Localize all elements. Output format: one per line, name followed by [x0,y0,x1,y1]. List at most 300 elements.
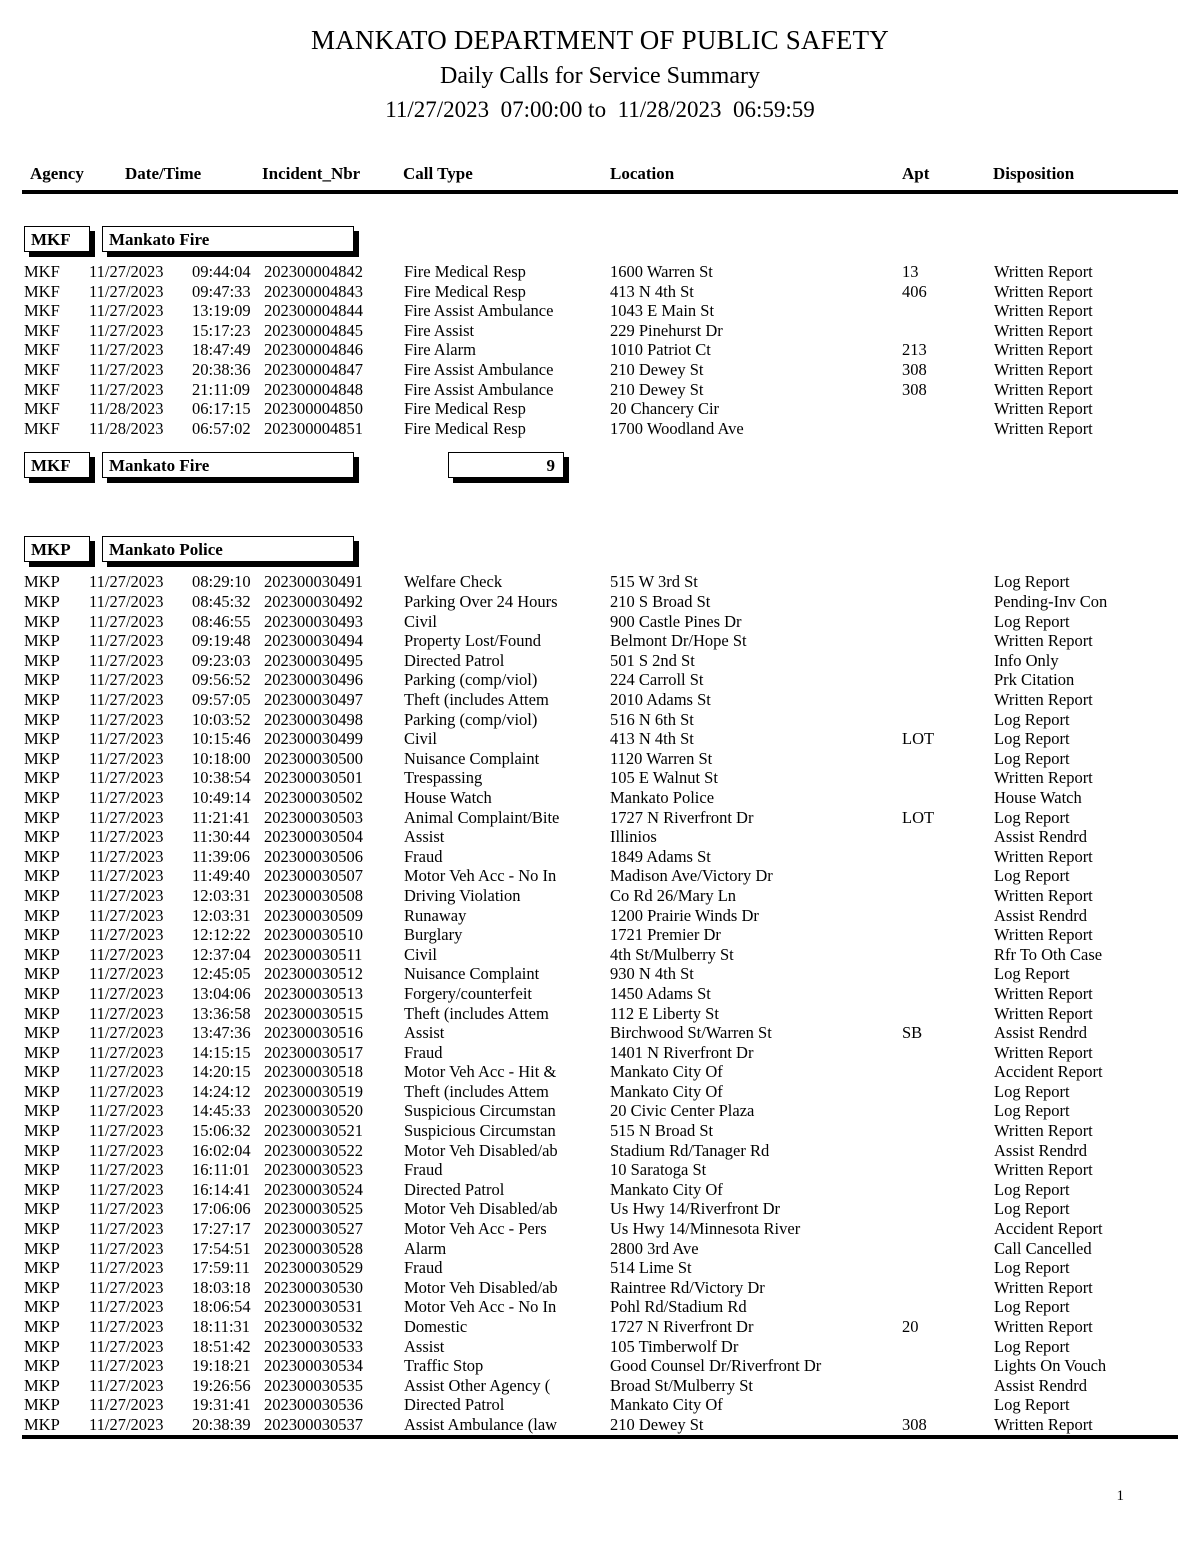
cell-date: 11/27/2023 [89,807,164,827]
cell-location: 1727 N Riverfront Dr [610,1317,754,1336]
cell-time: 06:17:15 [192,399,251,419]
cell-location: 515 W 3rd St [610,572,698,592]
cell-incident-nbr: 202300030513 [264,983,363,1003]
table-row [24,906,1200,926]
cell-location: 1043 E Main St [610,301,715,321]
cell-incident-nbr: 202300030509 [264,905,363,925]
table-row [24,984,1200,1004]
table-row [24,1317,1200,1337]
cell-agency: MKP [24,650,60,670]
cell-location: 516 N 6th St [610,709,694,729]
cell-disposition: Log Report [994,611,1070,631]
cell-time: 11:21:41 [192,807,251,827]
cell-disposition: Assist Rendrd [994,1023,1088,1043]
cell-agency: MKP [24,1023,60,1043]
cell-time: 10:18:00 [192,748,251,768]
cell-disposition: Log Report [994,1081,1070,1101]
cell-location: 210 Dewey St [610,379,704,399]
cell-call-type: Fraud [404,1160,443,1180]
agency-name-box: Mankato Police [102,536,354,562]
cell-location: 1450 Adams St [610,983,711,1003]
cell-incident-nbr: 202300004845 [264,320,363,340]
cell-agency: MKF [24,418,60,438]
cell-agency: MKP [24,827,60,847]
cell-agency: MKF [24,340,60,360]
cell-call-type: Fraud [404,1258,443,1278]
cell-date: 11/27/2023 [89,944,164,964]
cell-call-type: Domestic [404,1317,468,1336]
cell-time: 14:15:15 [192,1042,251,1062]
cell-time: 17:06:06 [192,1199,251,1219]
cell-time: 17:27:17 [192,1219,251,1239]
cell-disposition: Written Report [994,379,1093,399]
table-row [24,1043,1200,1063]
cell-agency: MKP [24,572,60,592]
cell-incident-nbr: 202300030530 [264,1277,363,1297]
table-row [24,592,1200,612]
cell-location: 2800 3rd Ave [610,1238,699,1258]
cell-incident-nbr: 202300004842 [264,262,363,282]
cell-incident-nbr: 202300030537 [264,1414,363,1434]
call-rows-mkp [24,572,1200,1434]
cell-disposition: Written Report [994,885,1093,905]
cell-disposition: House Watch [994,787,1082,807]
cell-location: 210 Dewey St [610,1414,704,1434]
cell-agency: MKP [24,768,60,788]
cell-time: 12:03:31 [192,905,251,925]
table-row [24,1160,1200,1180]
cell-agency: MKP [24,690,60,709]
cell-disposition: Accident Report [994,1219,1103,1239]
table-row [24,1415,1200,1435]
cell-agency: MKP [24,1081,60,1101]
cell-disposition: Written Report [994,1414,1093,1434]
cell-time: 06:57:02 [192,418,251,438]
cell-call-type: Fire Assist Ambulance [404,360,554,380]
cell-incident-nbr: 202300004848 [264,379,363,399]
cell-location: 105 E Walnut St [610,768,718,788]
cell-time: 19:31:41 [192,1395,251,1415]
report-subtitle: Daily Calls for Service Summary [440,62,760,89]
cell-time: 11:30:44 [192,827,251,847]
cell-incident-nbr: 202300030503 [264,807,363,827]
cell-agency: MKP [24,1062,60,1082]
cell-agency: MKP [24,944,60,964]
cell-agency: MKP [24,1003,60,1023]
cell-incident-nbr: 202300004851 [264,418,363,438]
cell-date: 11/27/2023 [89,281,164,301]
cell-location: 105 Timberwolf Dr [610,1336,739,1356]
cell-date: 11/27/2023 [89,1121,164,1141]
column-header-incident-nbr: Incident_Nbr [262,164,361,184]
cell-agency: MKP [24,1219,60,1239]
cell-call-type: Assist [404,1023,445,1043]
table-row [24,945,1200,965]
cell-apt: 406 [902,281,927,301]
table-row [24,651,1200,671]
cell-date: 11/27/2023 [89,631,164,651]
cell-time: 18:47:49 [192,340,251,360]
cell-location: Mankato City Of [610,1081,723,1101]
cell-location: Birchwood St/Warren St [610,1023,772,1043]
table-row [24,419,1200,439]
cell-disposition: Lights On Vouch [994,1356,1107,1376]
cell-disposition: Written Report [994,1003,1093,1023]
cell-incident-nbr: 202300004843 [264,281,363,301]
cell-date: 11/27/2023 [89,1042,164,1062]
cell-call-type: Civil [404,944,438,964]
cell-incident-nbr: 202300030536 [264,1395,363,1415]
cell-location: Good Counsel Dr/Riverfront Dr [610,1356,822,1376]
cell-date: 11/27/2023 [89,1081,164,1101]
table-row [24,1141,1200,1161]
cell-call-type: Burglary [404,925,463,945]
cell-time: 13:47:36 [192,1023,251,1043]
cell-date: 11/27/2023 [89,611,164,631]
table-row [24,788,1200,808]
cell-apt: SB [902,1023,923,1043]
cell-location: 413 N 4th St [610,729,694,749]
cell-incident-nbr: 202300030498 [264,709,363,729]
cell-date: 11/27/2023 [89,1179,164,1199]
cell-agency: MKP [24,1121,60,1141]
cell-date: 11/27/2023 [89,1140,164,1160]
cell-date: 11/27/2023 [89,1336,164,1356]
cell-incident-nbr: 202300030525 [264,1199,363,1219]
cell-location: 210 Dewey St [610,360,704,380]
cell-call-type: Assist Ambulance (law [404,1414,558,1434]
cell-agency: MKP [24,1375,60,1395]
cell-date: 11/27/2023 [89,320,164,340]
cell-call-type: Directed Patrol [404,650,505,670]
cell-incident-nbr: 202300030515 [264,1003,363,1023]
column-header-disposition: Disposition [993,164,1075,184]
table-row [24,827,1200,847]
cell-location: 1010 Patriot Ct [610,340,711,360]
cell-location: 515 N Broad St [610,1121,714,1141]
cell-call-type: Motor Veh Acc - No In [404,1297,557,1317]
cell-date: 11/27/2023 [89,1219,164,1239]
cell-date: 11/27/2023 [89,1395,164,1415]
cell-time: 18:51:42 [192,1336,251,1356]
cell-agency: MKP [24,709,60,729]
cell-agency: MKP [24,1238,60,1258]
table-row [24,690,1200,710]
cell-call-type: Fire Medical Resp [404,418,526,438]
table-row [24,1023,1200,1043]
report-date-range: 11/27/2023 07:00:00 to 11/28/2023 06:59:59 [385,96,815,122]
cell-disposition: Log Report [994,709,1070,729]
cell-location: 2010 Adams St [610,690,711,709]
cell-agency: MKP [24,925,60,945]
table-row [24,710,1200,730]
cell-call-type: Motor Veh Disabled/ab [404,1277,558,1297]
cell-time: 14:20:15 [192,1062,251,1082]
cell-incident-nbr: 202300030523 [264,1160,363,1180]
cell-date: 11/27/2023 [89,340,164,360]
cell-agency: MKP [24,1414,60,1434]
cell-disposition: Assist Rendrd [994,827,1088,847]
column-header-call-type: Call Type [403,164,473,184]
cell-call-type: Assist [404,827,445,847]
cell-disposition: Log Report [994,866,1070,886]
agency-code-box: MKF [24,226,90,252]
cell-date: 11/27/2023 [89,572,164,592]
cell-apt: 213 [902,340,927,360]
cell-call-type: Driving Violation [404,885,521,905]
cell-time: 20:38:39 [192,1414,251,1434]
cell-time: 09:44:04 [192,262,251,282]
cell-time: 14:45:33 [192,1101,251,1121]
report-sheet [0,156,1200,1438]
table-row [24,1239,1200,1259]
cell-call-type: Nuisance Complaint [404,748,540,768]
table-row [24,866,1200,886]
cell-call-type: Motor Veh Acc - Hit & [404,1062,557,1082]
cell-disposition: Log Report [994,748,1070,768]
agency-group-band-mkp-open [24,536,1200,570]
cell-disposition: Log Report [994,1199,1070,1219]
cell-location: 1120 Warren St [610,748,713,768]
cell-agency: MKP [24,1101,60,1121]
cell-incident-nbr: 202300030510 [264,925,363,945]
table-row [24,749,1200,769]
group-spacer [0,194,1200,226]
cell-disposition: Log Report [994,1297,1070,1317]
cell-location: 210 S Broad St [610,592,711,612]
cell-incident-nbr: 202300030535 [264,1375,363,1395]
cell-call-type: Civil [404,729,438,749]
cell-time: 16:02:04 [192,1140,251,1160]
cell-date: 11/27/2023 [89,1062,164,1082]
cell-date: 11/27/2023 [89,964,164,984]
cell-location: Illinios [610,827,657,847]
cell-disposition: Assist Rendrd [994,905,1088,925]
cell-agency: MKP [24,1179,60,1199]
cell-location: 900 Castle Pines Dr [610,611,742,631]
cell-agency: MKP [24,592,60,612]
cell-time: 19:26:56 [192,1375,251,1395]
cell-apt: 308 [902,1414,927,1434]
cell-agency: MKP [24,983,60,1003]
cell-incident-nbr: 202300030529 [264,1258,363,1278]
cell-incident-nbr: 202300030531 [264,1297,363,1317]
cell-agency: MKP [24,1258,60,1278]
cell-time: 21:11:09 [192,379,251,399]
cell-date: 11/27/2023 [89,1238,164,1258]
cell-incident-nbr: 202300030516 [264,1023,363,1043]
cell-agency: MKP [24,1277,60,1297]
cell-date: 11/27/2023 [89,1160,164,1180]
cell-incident-nbr: 202300030499 [264,729,363,749]
cell-incident-nbr: 202300030494 [264,631,363,651]
cell-disposition: Written Report [994,768,1093,788]
cell-agency: MKP [24,1160,60,1180]
cell-time: 19:18:21 [192,1356,251,1376]
cell-disposition: Written Report [994,1042,1093,1062]
column-header-location: Location [610,164,675,184]
table-row [24,1199,1200,1219]
cell-incident-nbr: 202300030511 [264,944,363,964]
cell-time: 18:11:31 [192,1317,251,1336]
table-row [24,1297,1200,1317]
cell-incident-nbr: 202300030507 [264,866,363,886]
cell-disposition: Written Report [994,1277,1093,1297]
cell-call-type: Parking (comp/viol) [404,709,538,729]
cell-call-type: Fire Assist Ambulance [404,301,554,321]
cell-location: Pohl Rd/Stadium Rd [610,1297,747,1317]
cell-date: 11/27/2023 [89,925,164,945]
cell-agency: MKP [24,1297,60,1317]
cell-call-type: Assist [404,1336,445,1356]
cell-incident-nbr: 202300030518 [264,1062,363,1082]
cell-location: Belmont Dr/Hope St [610,631,747,651]
cell-date: 11/27/2023 [89,729,164,749]
cell-incident-nbr: 202300030524 [264,1179,363,1199]
cell-disposition: Written Report [994,1317,1093,1336]
table-row [24,1180,1200,1200]
table-row [24,1082,1200,1102]
group-spacer [0,486,1200,536]
cell-time: 13:04:06 [192,983,251,1003]
cell-incident-nbr: 202300030502 [264,787,363,807]
table-row [24,1062,1200,1082]
cell-disposition: Written Report [994,925,1093,945]
cell-call-type: Runaway [404,905,467,925]
cell-call-type: Suspicious Circumstan [404,1121,556,1141]
table-row [24,1258,1200,1278]
table-row [24,1219,1200,1239]
cell-call-type: Fraud [404,846,443,866]
cell-time: 11:49:40 [192,866,251,886]
table-row [24,262,1200,282]
cell-location: 1727 N Riverfront Dr [610,807,754,827]
group-total-spacer [0,438,1200,452]
cell-disposition: Written Report [994,418,1093,438]
cell-apt: 20 [902,1317,919,1336]
cell-call-type: Fire Assist [404,320,475,340]
cell-call-type: Assist Other Agency ( [404,1375,551,1395]
cell-date: 11/27/2023 [89,748,164,768]
cell-location: Madison Ave/Victory Dr [610,866,773,886]
cell-call-type: Motor Veh Acc - No In [404,866,557,886]
agency-group-band-mkf-open [24,226,1200,260]
cell-agency: MKP [24,670,60,690]
cell-time: 20:38:36 [192,360,251,380]
cell-call-type: Theft (includes Attem [404,1081,549,1101]
cell-date: 11/27/2023 [89,301,164,321]
cell-time: 10:15:46 [192,729,251,749]
cell-call-type: Motor Veh Acc - Pers [404,1219,547,1239]
cell-date: 11/27/2023 [89,905,164,925]
cell-time: 09:23:03 [192,650,251,670]
cell-agency: MKF [24,399,60,419]
agency-groups [0,194,1200,1434]
cell-disposition: Written Report [994,399,1093,419]
cell-incident-nbr: 202300030532 [264,1317,363,1336]
cell-agency: MKF [24,281,60,301]
cell-disposition: Assist Rendrd [994,1375,1088,1395]
table-row [24,282,1200,302]
cell-apt: LOT [902,807,935,827]
cell-incident-nbr: 202300030508 [264,885,363,905]
cell-agency: MKP [24,964,60,984]
cell-date: 11/27/2023 [89,827,164,847]
cell-location: 1401 N Riverfront Dr [610,1042,754,1062]
cell-date: 11/27/2023 [89,1258,164,1278]
table-row [24,1376,1200,1396]
cell-time: 16:14:41 [192,1179,251,1199]
cell-incident-nbr: 202300030521 [264,1121,363,1141]
cell-agency: MKP [24,1356,60,1376]
cell-date: 11/27/2023 [89,650,164,670]
cell-agency: MKP [24,807,60,827]
report-title-block [0,0,1200,124]
cell-date: 11/27/2023 [89,768,164,788]
cell-incident-nbr: 202300030493 [264,611,363,631]
table-column-headers [0,156,1200,186]
agency-code-box: MKP [24,536,90,562]
cell-call-type: Fire Medical Resp [404,262,526,282]
cell-agency: MKF [24,379,60,399]
cell-call-type: Theft (includes Attem [404,690,549,709]
cell-time: 13:36:58 [192,1003,251,1023]
table-row [24,1395,1200,1415]
cell-incident-nbr: 202300004847 [264,360,363,380]
table-row [24,1004,1200,1024]
cell-date: 11/27/2023 [89,262,164,282]
table-row [24,1356,1200,1376]
cell-disposition: Written Report [994,1160,1093,1180]
cell-agency: MKP [24,631,60,651]
cell-call-type: Forgery/counterfeit [404,983,532,1003]
cell-agency: MKP [24,729,60,749]
cell-date: 11/28/2023 [89,418,164,438]
cell-date: 11/27/2023 [89,1375,164,1395]
cell-location: 1200 Prairie Winds Dr [610,905,759,925]
cell-incident-nbr: 202300030528 [264,1238,363,1258]
cell-incident-nbr: 202300030506 [264,846,363,866]
page-number: 1 [1116,1488,1124,1504]
cell-disposition: Log Report [994,964,1070,984]
cell-disposition: Written Report [994,281,1093,301]
table-row [24,808,1200,828]
cell-date: 11/27/2023 [89,846,164,866]
cell-time: 10:03:52 [192,709,251,729]
table-row [24,1337,1200,1357]
cell-time: 14:24:12 [192,1081,251,1101]
cell-time: 17:54:51 [192,1238,251,1258]
cell-disposition: Log Report [994,729,1070,749]
cell-call-type: Motor Veh Disabled/ab [404,1199,558,1219]
cell-location: 514 Lime St [610,1258,692,1278]
cell-date: 11/27/2023 [89,885,164,905]
cell-disposition: Rfr To Oth Case [994,944,1103,964]
cell-date: 11/27/2023 [89,866,164,886]
cell-location: 224 Carroll St [610,670,704,690]
cell-agency: MKF [24,262,60,282]
cell-location: 1700 Woodland Ave [610,418,744,438]
cell-call-type: Parking Over 24 Hours [404,592,558,612]
cell-time: 09:47:33 [192,281,251,301]
cell-disposition: Pending-Inv Con [994,592,1108,612]
cell-call-type: Fire Assist Ambulance [404,379,554,399]
agency-call-count-box: 9 [448,452,564,478]
cell-call-type: Motor Veh Disabled/ab [404,1140,558,1160]
table-row [24,572,1200,592]
cell-incident-nbr: 202300030504 [264,827,363,847]
cell-date: 11/27/2023 [89,592,164,612]
